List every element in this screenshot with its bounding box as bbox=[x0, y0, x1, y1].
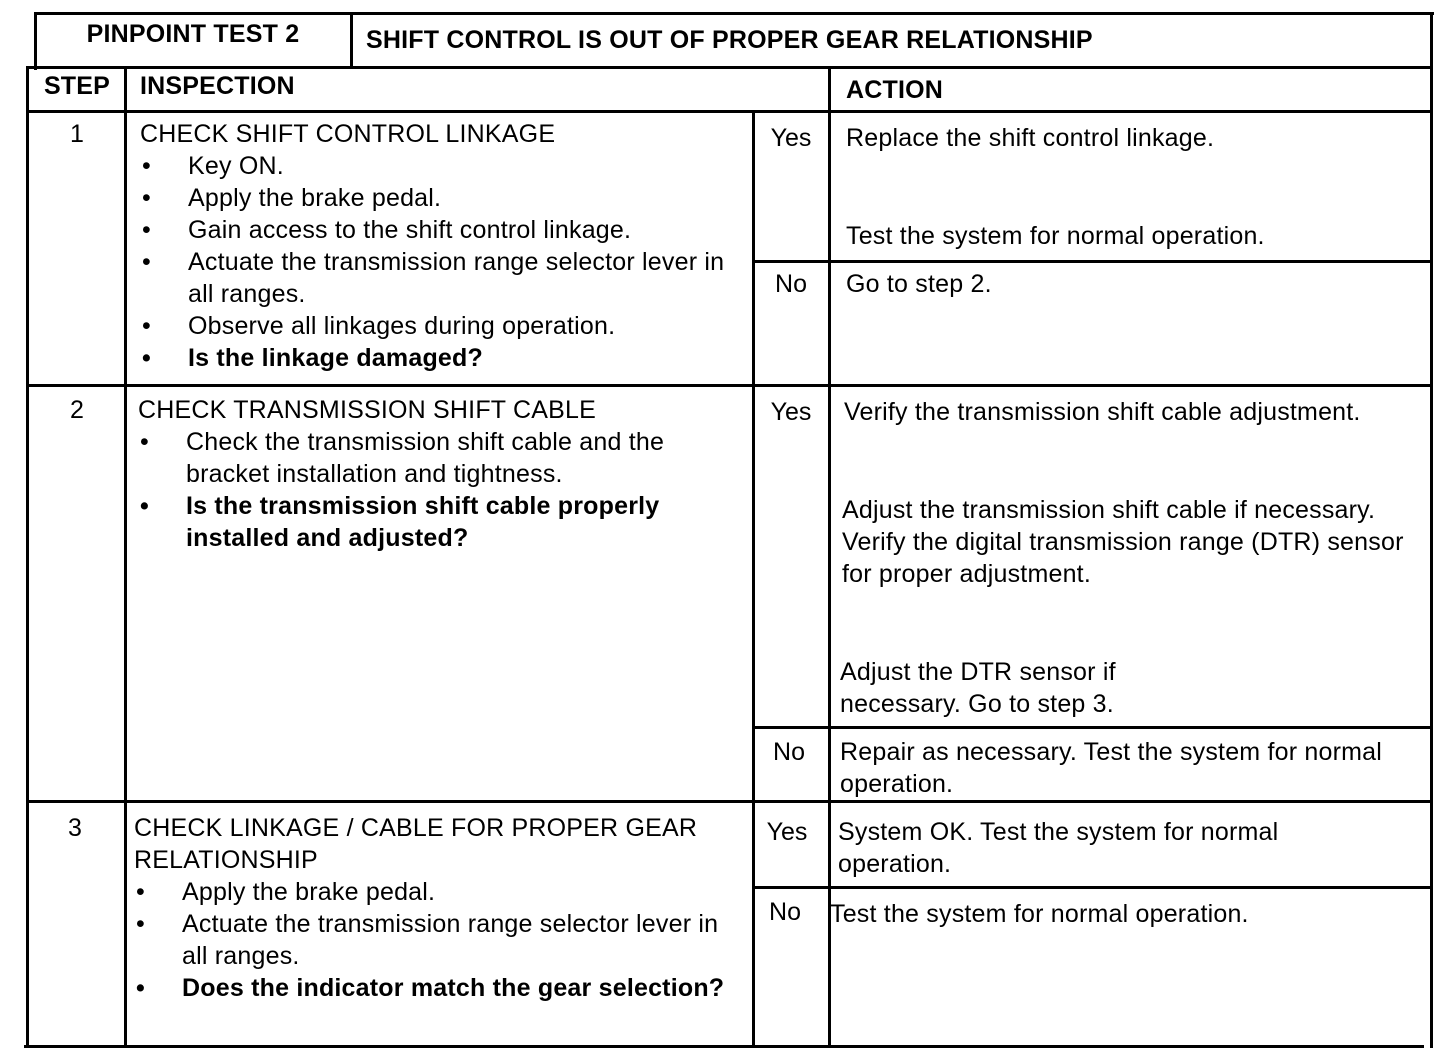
test-id: PINPOINT TEST 2 bbox=[86, 20, 300, 48]
step-1-no-label: No bbox=[775, 270, 807, 298]
step-3-bullet: • Actuate the transmission range selector lever in all ranges. bbox=[134, 908, 748, 972]
step-2-question: • Is the transmission shift cable properly installed and adjusted? bbox=[138, 490, 748, 554]
step-2-inspection bbox=[138, 394, 748, 554]
step-3-yes-label: Yes bbox=[766, 818, 808, 846]
step-1-yes-label: Yes bbox=[770, 124, 812, 152]
title-row-bottom bbox=[26, 66, 1432, 69]
step-2-yes-action-2: Adjust the transmission shift cable if necessary. Verify the digital transmission range (DTR) sensor for proper adjustment. bbox=[842, 496, 1404, 588]
step-3-no-action: Test the system for normal operation. bbox=[830, 900, 1249, 928]
step-3-heading: CHECK LINKAGE / CABLE FOR PROPER GEAR RELATIONSHIP bbox=[134, 814, 698, 874]
header-row-bottom bbox=[26, 110, 1432, 113]
step-number-2: 2 bbox=[70, 396, 84, 424]
step-1-bullet: • Apply the brake pedal. bbox=[140, 182, 748, 214]
step-1-bullet: • Observe all linkages during operation. bbox=[140, 310, 748, 342]
step-1-bullet: • Key ON. bbox=[140, 150, 748, 182]
step-1-no-action: Go to step 2. bbox=[846, 270, 992, 298]
row-2-bottom bbox=[26, 800, 1432, 803]
step-1-heading: CHECK SHIFT CONTROL LINKAGE bbox=[140, 120, 556, 148]
step-number-1: 1 bbox=[70, 120, 84, 148]
border-left bbox=[26, 68, 29, 1048]
row-1-yes-no-separator bbox=[752, 260, 1432, 263]
step-2-heading: CHECK TRANSMISSION SHIFT CABLE bbox=[138, 396, 596, 424]
step-1-inspection bbox=[140, 118, 748, 374]
step-1-question: • Is the linkage damaged? bbox=[140, 342, 748, 374]
step-1-yes-action-2: Test the system for normal operation. bbox=[846, 222, 1265, 250]
step-2-yes-action-3: Adjust the DTR sensor if necessary. Go to step 3. bbox=[840, 658, 1116, 718]
step-2-yes-action-1: Verify the transmission shift cable adjustment. bbox=[844, 398, 1361, 426]
row-2-yes-no-separator bbox=[752, 726, 1432, 729]
step-1-bullet: • Actuate the transmission range selector lever in all ranges. bbox=[140, 246, 748, 310]
row-1-bottom bbox=[26, 384, 1432, 387]
step-2-yes-label: Yes bbox=[770, 398, 812, 426]
title-divider bbox=[350, 12, 353, 68]
column-header-action: ACTION bbox=[846, 76, 944, 104]
step-3-no-label: No bbox=[769, 898, 801, 926]
test-title: SHIFT CONTROL IS OUT OF PROPER GEAR RELATIONSHIP bbox=[366, 26, 1093, 54]
step-2-bullet: • Check the transmission shift cable and the bracket installation and tightness. bbox=[138, 426, 748, 490]
step-3-bullet: • Apply the brake pedal. bbox=[134, 876, 748, 908]
border-bottom bbox=[24, 1045, 1424, 1048]
border-top bbox=[34, 12, 1434, 15]
step-1-yes-action-1: Replace the shift control linkage. bbox=[846, 124, 1215, 152]
column-header-step: STEP bbox=[43, 72, 111, 100]
step-2-no-label: No bbox=[773, 738, 805, 766]
step-number-3: 3 bbox=[68, 814, 82, 842]
border-right bbox=[1430, 12, 1433, 1048]
step-3-yes-action: System OK. Test the system for normal operation. bbox=[838, 818, 1279, 878]
step-column-divider bbox=[124, 68, 127, 1046]
step-1-bullet-list bbox=[140, 150, 748, 374]
step-1-bullet: • Gain access to the shift control linkage. bbox=[140, 214, 748, 246]
step-2-no-action: Repair as necessary. Test the system for normal operation. bbox=[840, 738, 1383, 798]
row-3-yes-no-separator bbox=[752, 886, 1432, 889]
step-3-inspection bbox=[134, 812, 748, 1004]
step-3-bullet-list bbox=[134, 876, 748, 1004]
step-3-question: • Does the indicator match the gear selection? bbox=[134, 972, 748, 1004]
step-2-bullet-list bbox=[138, 426, 748, 554]
pinpoint-test-table bbox=[24, 12, 1434, 1048]
column-header-inspection: INSPECTION bbox=[140, 72, 295, 100]
